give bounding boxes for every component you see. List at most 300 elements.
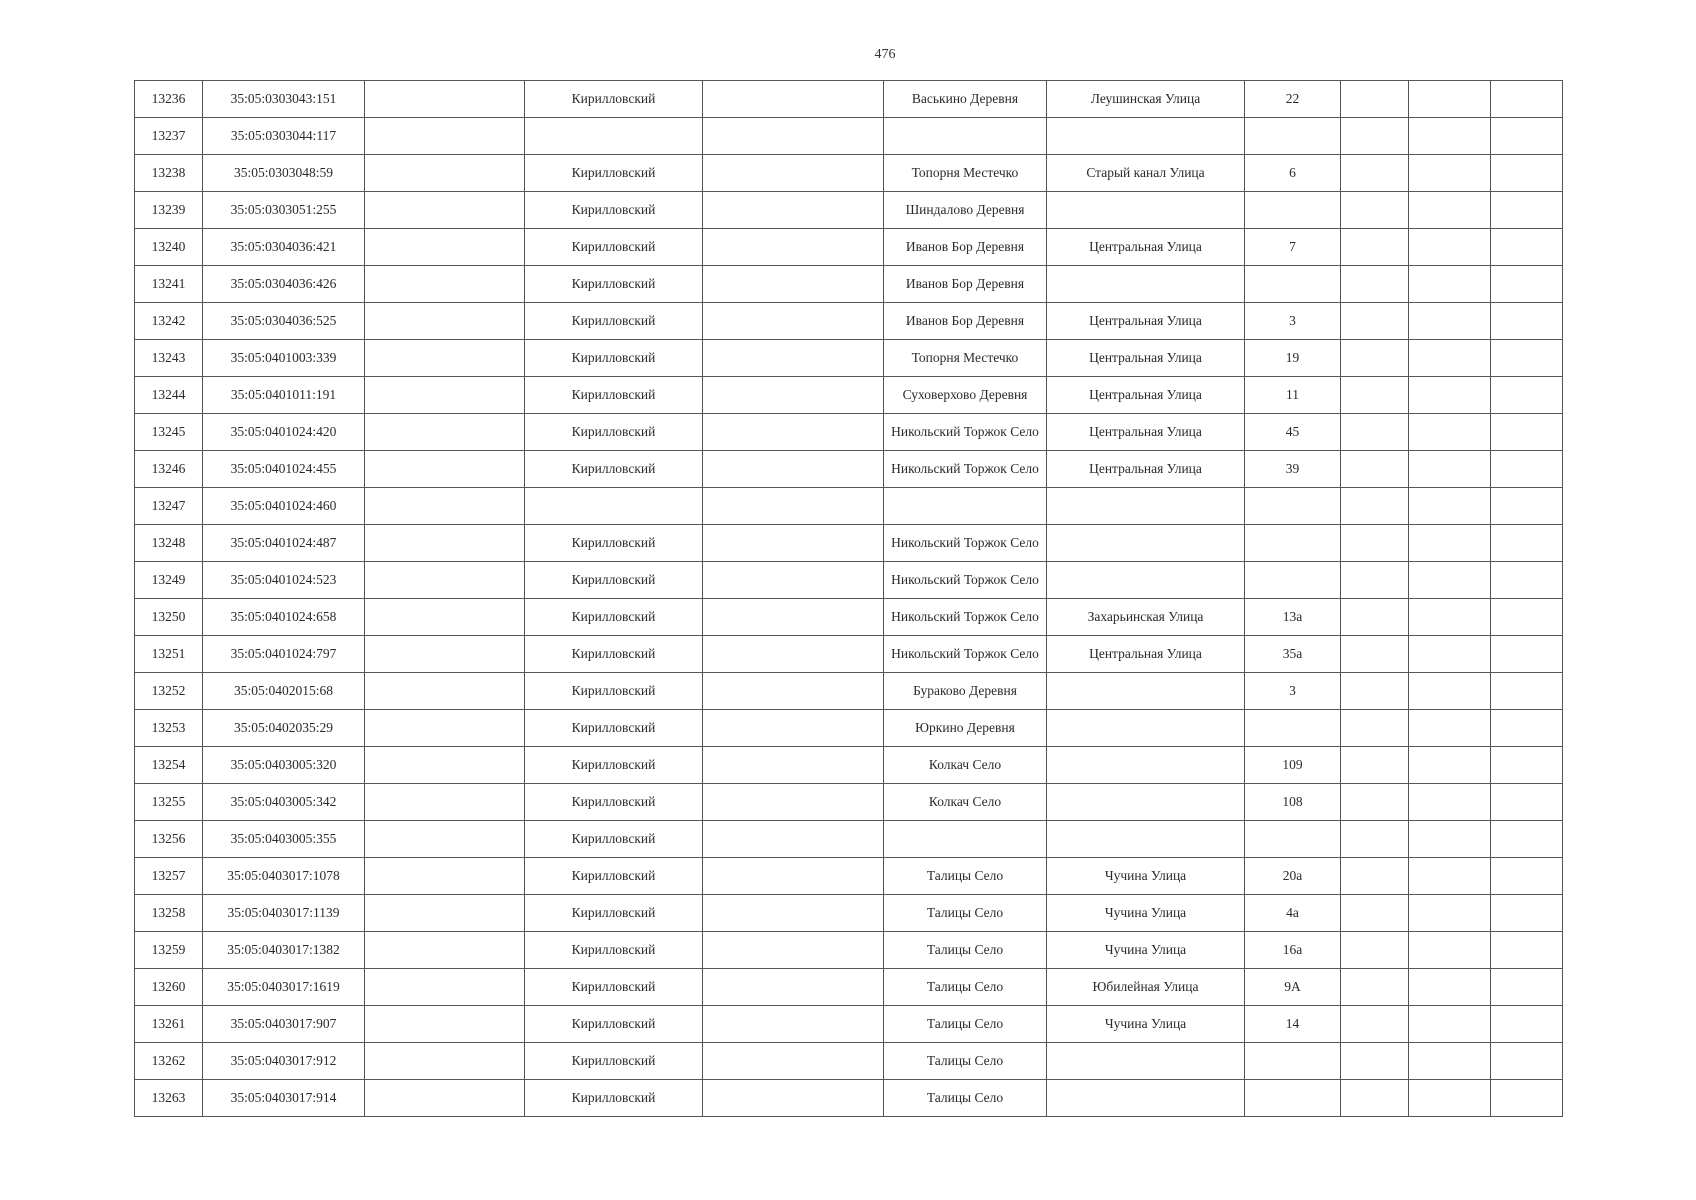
empty-cell xyxy=(365,303,525,340)
street-cell xyxy=(1047,784,1245,821)
empty-cell xyxy=(365,858,525,895)
empty-cell xyxy=(1341,266,1409,303)
empty-cell xyxy=(703,969,884,1006)
table-row xyxy=(135,525,1563,562)
empty-cell xyxy=(1341,636,1409,673)
row-number-cell: 13245 xyxy=(135,414,203,451)
district-cell: Кирилловский xyxy=(525,932,703,969)
house-number-cell: 9А xyxy=(1245,969,1341,1006)
locality-cell: Иванов Бор Деревня xyxy=(884,229,1047,266)
empty-cell xyxy=(1409,266,1491,303)
empty-cell xyxy=(365,673,525,710)
house-number-cell: 45 xyxy=(1245,414,1341,451)
empty-cell xyxy=(1409,969,1491,1006)
street-cell: Центральная Улица xyxy=(1047,414,1245,451)
district-cell: Кирилловский xyxy=(525,1043,703,1080)
empty-cell xyxy=(365,932,525,969)
empty-cell xyxy=(1409,710,1491,747)
empty-cell xyxy=(1491,784,1563,821)
row-number-cell: 13247 xyxy=(135,488,203,525)
locality-cell: Топорня Местечко xyxy=(884,155,1047,192)
table-row xyxy=(135,414,1563,451)
table-row xyxy=(135,192,1563,229)
street-cell xyxy=(1047,1080,1245,1117)
empty-cell xyxy=(1491,1080,1563,1117)
cadastral-number-cell: 35:05:0304036:426 xyxy=(203,266,365,303)
row-number-cell: 13256 xyxy=(135,821,203,858)
locality-cell: Иванов Бор Деревня xyxy=(884,303,1047,340)
empty-cell xyxy=(1409,858,1491,895)
cadastral-number-cell: 35:05:0403005:342 xyxy=(203,784,365,821)
house-number-cell: 20а xyxy=(1245,858,1341,895)
district-cell: Кирилловский xyxy=(525,1006,703,1043)
empty-cell xyxy=(703,895,884,932)
empty-cell xyxy=(1341,673,1409,710)
locality-cell: Никольский Торжок Село xyxy=(884,599,1047,636)
cadastral-number-cell: 35:05:0403017:912 xyxy=(203,1043,365,1080)
locality-cell: Никольский Торжок Село xyxy=(884,636,1047,673)
empty-cell xyxy=(703,636,884,673)
row-number-cell: 13255 xyxy=(135,784,203,821)
empty-cell xyxy=(1491,414,1563,451)
table-row xyxy=(135,673,1563,710)
row-number-cell: 13253 xyxy=(135,710,203,747)
locality-cell xyxy=(884,821,1047,858)
house-number-cell: 7 xyxy=(1245,229,1341,266)
cadastral-number-cell: 35:05:0303044:117 xyxy=(203,118,365,155)
street-cell xyxy=(1047,118,1245,155)
district-cell: Кирилловский xyxy=(525,562,703,599)
row-number-cell: 13259 xyxy=(135,932,203,969)
street-cell: Юбилейная Улица xyxy=(1047,969,1245,1006)
empty-cell xyxy=(365,266,525,303)
empty-cell xyxy=(1491,821,1563,858)
district-cell: Кирилловский xyxy=(525,673,703,710)
street-cell: Центральная Улица xyxy=(1047,229,1245,266)
empty-cell xyxy=(703,451,884,488)
empty-cell xyxy=(703,821,884,858)
cadastral-number-cell: 35:05:0401011:191 xyxy=(203,377,365,414)
empty-cell xyxy=(703,1080,884,1117)
district-cell: Кирилловский xyxy=(525,229,703,266)
street-cell xyxy=(1047,562,1245,599)
empty-cell xyxy=(365,340,525,377)
empty-cell xyxy=(703,414,884,451)
empty-cell xyxy=(1341,303,1409,340)
empty-cell xyxy=(365,821,525,858)
district-cell: Кирилловский xyxy=(525,266,703,303)
empty-cell xyxy=(703,599,884,636)
empty-cell xyxy=(1341,229,1409,266)
row-number-cell: 13241 xyxy=(135,266,203,303)
row-number-cell: 13260 xyxy=(135,969,203,1006)
row-number-cell: 13258 xyxy=(135,895,203,932)
row-number-cell: 13252 xyxy=(135,673,203,710)
street-cell xyxy=(1047,192,1245,229)
empty-cell xyxy=(1341,747,1409,784)
cadastral-number-cell: 35:05:0403017:1139 xyxy=(203,895,365,932)
table-row xyxy=(135,340,1563,377)
empty-cell xyxy=(365,525,525,562)
table-row xyxy=(135,895,1563,932)
empty-cell xyxy=(365,451,525,488)
empty-cell xyxy=(365,1080,525,1117)
district-cell: Кирилловский xyxy=(525,821,703,858)
empty-cell xyxy=(1341,969,1409,1006)
empty-cell xyxy=(1491,377,1563,414)
house-number-cell: 19 xyxy=(1245,340,1341,377)
empty-cell xyxy=(703,710,884,747)
table-row xyxy=(135,969,1563,1006)
house-number-cell: 108 xyxy=(1245,784,1341,821)
locality-cell: Иванов Бор Деревня xyxy=(884,266,1047,303)
empty-cell xyxy=(1409,192,1491,229)
empty-cell xyxy=(1341,488,1409,525)
empty-cell xyxy=(1409,155,1491,192)
district-cell: Кирилловский xyxy=(525,377,703,414)
street-cell xyxy=(1047,710,1245,747)
registry-table xyxy=(134,80,1563,1117)
empty-cell xyxy=(1409,1043,1491,1080)
empty-cell xyxy=(703,1043,884,1080)
table-row xyxy=(135,821,1563,858)
street-cell: Чучина Улица xyxy=(1047,1006,1245,1043)
house-number-cell xyxy=(1245,562,1341,599)
table-row xyxy=(135,747,1563,784)
house-number-cell xyxy=(1245,488,1341,525)
cadastral-number-cell: 35:05:0401024:460 xyxy=(203,488,365,525)
street-cell xyxy=(1047,1043,1245,1080)
table-row xyxy=(135,636,1563,673)
house-number-cell: 14 xyxy=(1245,1006,1341,1043)
empty-cell xyxy=(1409,340,1491,377)
empty-cell xyxy=(1491,229,1563,266)
district-cell: Кирилловский xyxy=(525,895,703,932)
empty-cell xyxy=(1341,932,1409,969)
street-cell xyxy=(1047,821,1245,858)
row-number-cell: 13251 xyxy=(135,636,203,673)
cadastral-number-cell: 35:05:0403005:320 xyxy=(203,747,365,784)
row-number-cell: 13262 xyxy=(135,1043,203,1080)
street-cell: Центральная Улица xyxy=(1047,451,1245,488)
empty-cell xyxy=(365,229,525,266)
empty-cell xyxy=(1341,1080,1409,1117)
empty-cell xyxy=(1409,673,1491,710)
empty-cell xyxy=(703,266,884,303)
empty-cell xyxy=(1491,599,1563,636)
empty-cell xyxy=(1491,969,1563,1006)
cadastral-number-cell: 35:05:0401024:420 xyxy=(203,414,365,451)
empty-cell xyxy=(703,377,884,414)
empty-cell xyxy=(365,1043,525,1080)
empty-cell xyxy=(1341,599,1409,636)
locality-cell: Талицы Село xyxy=(884,1043,1047,1080)
empty-cell xyxy=(1409,747,1491,784)
empty-cell xyxy=(1409,1006,1491,1043)
empty-cell xyxy=(1409,784,1491,821)
row-number-cell: 13263 xyxy=(135,1080,203,1117)
empty-cell xyxy=(1409,118,1491,155)
empty-cell xyxy=(1491,747,1563,784)
empty-cell xyxy=(1491,710,1563,747)
empty-cell xyxy=(1409,303,1491,340)
table-row xyxy=(135,710,1563,747)
empty-cell xyxy=(1491,673,1563,710)
empty-cell xyxy=(1341,562,1409,599)
empty-cell xyxy=(703,525,884,562)
house-number-cell: 3 xyxy=(1245,303,1341,340)
empty-cell xyxy=(703,932,884,969)
empty-cell xyxy=(365,636,525,673)
empty-cell xyxy=(1491,525,1563,562)
house-number-cell: 6 xyxy=(1245,155,1341,192)
locality-cell: Шиндалово Деревня xyxy=(884,192,1047,229)
empty-cell xyxy=(365,710,525,747)
cadastral-number-cell: 35:05:0402015:68 xyxy=(203,673,365,710)
locality-cell: Колкач Село xyxy=(884,747,1047,784)
empty-cell xyxy=(365,118,525,155)
cadastral-number-cell: 35:05:0303048:59 xyxy=(203,155,365,192)
house-number-cell xyxy=(1245,266,1341,303)
cadastral-number-cell: 35:05:0402035:29 xyxy=(203,710,365,747)
empty-cell xyxy=(365,747,525,784)
empty-cell xyxy=(703,858,884,895)
empty-cell xyxy=(1341,525,1409,562)
locality-cell: Никольский Торжок Село xyxy=(884,525,1047,562)
empty-cell xyxy=(1341,81,1409,118)
cadastral-number-cell: 35:05:0401024:487 xyxy=(203,525,365,562)
empty-cell xyxy=(365,1006,525,1043)
house-number-cell xyxy=(1245,1043,1341,1080)
empty-cell xyxy=(1409,377,1491,414)
row-number-cell: 13248 xyxy=(135,525,203,562)
street-cell xyxy=(1047,673,1245,710)
empty-cell xyxy=(365,81,525,118)
empty-cell xyxy=(703,673,884,710)
table-row xyxy=(135,562,1563,599)
street-cell xyxy=(1047,747,1245,784)
empty-cell xyxy=(365,969,525,1006)
empty-cell xyxy=(703,81,884,118)
table-row xyxy=(135,784,1563,821)
empty-cell xyxy=(1491,192,1563,229)
cadastral-number-cell: 35:05:0403017:907 xyxy=(203,1006,365,1043)
locality-cell: Колкач Село xyxy=(884,784,1047,821)
empty-cell xyxy=(1409,895,1491,932)
row-number-cell: 13249 xyxy=(135,562,203,599)
house-number-cell: 11 xyxy=(1245,377,1341,414)
district-cell: Кирилловский xyxy=(525,303,703,340)
empty-cell xyxy=(365,599,525,636)
district-cell: Кирилловский xyxy=(525,784,703,821)
house-number-cell: 3 xyxy=(1245,673,1341,710)
empty-cell xyxy=(703,229,884,266)
row-number-cell: 13244 xyxy=(135,377,203,414)
empty-cell xyxy=(703,1006,884,1043)
locality-cell xyxy=(884,118,1047,155)
cadastral-number-cell: 35:05:0303051:255 xyxy=(203,192,365,229)
locality-cell: Топорня Местечко xyxy=(884,340,1047,377)
cadastral-number-cell: 35:05:0401024:658 xyxy=(203,599,365,636)
street-cell: Центральная Улица xyxy=(1047,377,1245,414)
row-number-cell: 13254 xyxy=(135,747,203,784)
district-cell: Кирилловский xyxy=(525,81,703,118)
street-cell xyxy=(1047,525,1245,562)
locality-cell: Никольский Торжок Село xyxy=(884,562,1047,599)
cadastral-number-cell: 35:05:0401024:523 xyxy=(203,562,365,599)
house-number-cell xyxy=(1245,1080,1341,1117)
district-cell: Кирилловский xyxy=(525,451,703,488)
house-number-cell: 35а xyxy=(1245,636,1341,673)
cadastral-number-cell: 35:05:0304036:525 xyxy=(203,303,365,340)
district-cell xyxy=(525,118,703,155)
street-cell: Центральная Улица xyxy=(1047,340,1245,377)
empty-cell xyxy=(1491,266,1563,303)
empty-cell xyxy=(1491,636,1563,673)
locality-cell: Талицы Село xyxy=(884,932,1047,969)
table-row xyxy=(135,155,1563,192)
empty-cell xyxy=(703,155,884,192)
table-row xyxy=(135,229,1563,266)
house-number-cell xyxy=(1245,118,1341,155)
locality-cell xyxy=(884,488,1047,525)
empty-cell xyxy=(1409,599,1491,636)
district-cell: Кирилловский xyxy=(525,747,703,784)
district-cell: Кирилловский xyxy=(525,414,703,451)
empty-cell xyxy=(1491,858,1563,895)
empty-cell xyxy=(1491,155,1563,192)
locality-cell: Талицы Село xyxy=(884,1080,1047,1117)
district-cell: Кирилловский xyxy=(525,969,703,1006)
street-cell: Старый канал Улица xyxy=(1047,155,1245,192)
empty-cell xyxy=(1409,1080,1491,1117)
empty-cell xyxy=(1341,1006,1409,1043)
district-cell xyxy=(525,488,703,525)
empty-cell xyxy=(703,562,884,599)
locality-cell: Юркино Деревня xyxy=(884,710,1047,747)
district-cell: Кирилловский xyxy=(525,525,703,562)
empty-cell xyxy=(365,377,525,414)
empty-cell xyxy=(703,192,884,229)
district-cell: Кирилловский xyxy=(525,1080,703,1117)
district-cell: Кирилловский xyxy=(525,155,703,192)
empty-cell xyxy=(1341,414,1409,451)
cadastral-number-cell: 35:05:0401024:455 xyxy=(203,451,365,488)
empty-cell xyxy=(365,895,525,932)
district-cell: Кирилловский xyxy=(525,636,703,673)
table-row xyxy=(135,1043,1563,1080)
street-cell: Захарьинская Улица xyxy=(1047,599,1245,636)
cadastral-number-cell: 35:05:0303043:151 xyxy=(203,81,365,118)
empty-cell xyxy=(365,192,525,229)
district-cell: Кирилловский xyxy=(525,858,703,895)
empty-cell xyxy=(1491,562,1563,599)
empty-cell xyxy=(1341,710,1409,747)
locality-cell: Талицы Село xyxy=(884,1006,1047,1043)
table-row xyxy=(135,377,1563,414)
cadastral-number-cell: 35:05:0401024:797 xyxy=(203,636,365,673)
street-cell: Центральная Улица xyxy=(1047,636,1245,673)
district-cell: Кирилловский xyxy=(525,599,703,636)
empty-cell xyxy=(1491,118,1563,155)
row-number-cell: 13236 xyxy=(135,81,203,118)
table-row xyxy=(135,1080,1563,1117)
empty-cell xyxy=(365,414,525,451)
empty-cell xyxy=(1341,451,1409,488)
locality-cell: Талицы Село xyxy=(884,969,1047,1006)
registry-table-body xyxy=(135,81,1563,1117)
empty-cell xyxy=(1491,451,1563,488)
empty-cell xyxy=(365,562,525,599)
empty-cell xyxy=(1491,895,1563,932)
house-number-cell: 4а xyxy=(1245,895,1341,932)
street-cell xyxy=(1047,488,1245,525)
table-row xyxy=(135,266,1563,303)
locality-cell: Васькино Деревня xyxy=(884,81,1047,118)
house-number-cell: 109 xyxy=(1245,747,1341,784)
cadastral-number-cell: 35:05:0403017:1078 xyxy=(203,858,365,895)
row-number-cell: 13240 xyxy=(135,229,203,266)
row-number-cell: 13237 xyxy=(135,118,203,155)
house-number-cell: 22 xyxy=(1245,81,1341,118)
empty-cell xyxy=(1341,340,1409,377)
locality-cell: Никольский Торжок Село xyxy=(884,414,1047,451)
locality-cell: Бураково Деревня xyxy=(884,673,1047,710)
house-number-cell xyxy=(1245,192,1341,229)
empty-cell xyxy=(1491,932,1563,969)
row-number-cell: 13250 xyxy=(135,599,203,636)
empty-cell xyxy=(1341,1043,1409,1080)
street-cell xyxy=(1047,266,1245,303)
row-number-cell: 13261 xyxy=(135,1006,203,1043)
street-cell: Чучина Улица xyxy=(1047,858,1245,895)
empty-cell xyxy=(1409,525,1491,562)
empty-cell xyxy=(703,747,884,784)
empty-cell xyxy=(1341,377,1409,414)
empty-cell xyxy=(1409,488,1491,525)
empty-cell xyxy=(703,488,884,525)
table-row xyxy=(135,451,1563,488)
table-row xyxy=(135,81,1563,118)
table-row xyxy=(135,932,1563,969)
empty-cell xyxy=(1409,414,1491,451)
table-row xyxy=(135,118,1563,155)
street-cell: Чучина Улица xyxy=(1047,895,1245,932)
cadastral-number-cell: 35:05:0304036:421 xyxy=(203,229,365,266)
empty-cell xyxy=(703,118,884,155)
locality-cell: Талицы Село xyxy=(884,858,1047,895)
street-cell: Леушинская Улица xyxy=(1047,81,1245,118)
table-row xyxy=(135,858,1563,895)
empty-cell xyxy=(1341,118,1409,155)
page-number: 476 xyxy=(874,47,896,62)
empty-cell xyxy=(1341,858,1409,895)
table-row xyxy=(135,599,1563,636)
empty-cell xyxy=(365,155,525,192)
empty-cell xyxy=(1341,784,1409,821)
house-number-cell xyxy=(1245,710,1341,747)
table-row xyxy=(135,1006,1563,1043)
empty-cell xyxy=(1409,81,1491,118)
empty-cell xyxy=(1491,488,1563,525)
empty-cell xyxy=(703,340,884,377)
locality-cell: Талицы Село xyxy=(884,895,1047,932)
house-number-cell: 13а xyxy=(1245,599,1341,636)
district-cell: Кирилловский xyxy=(525,710,703,747)
empty-cell xyxy=(1409,229,1491,266)
house-number-cell xyxy=(1245,525,1341,562)
cadastral-number-cell: 35:05:0403017:1619 xyxy=(203,969,365,1006)
